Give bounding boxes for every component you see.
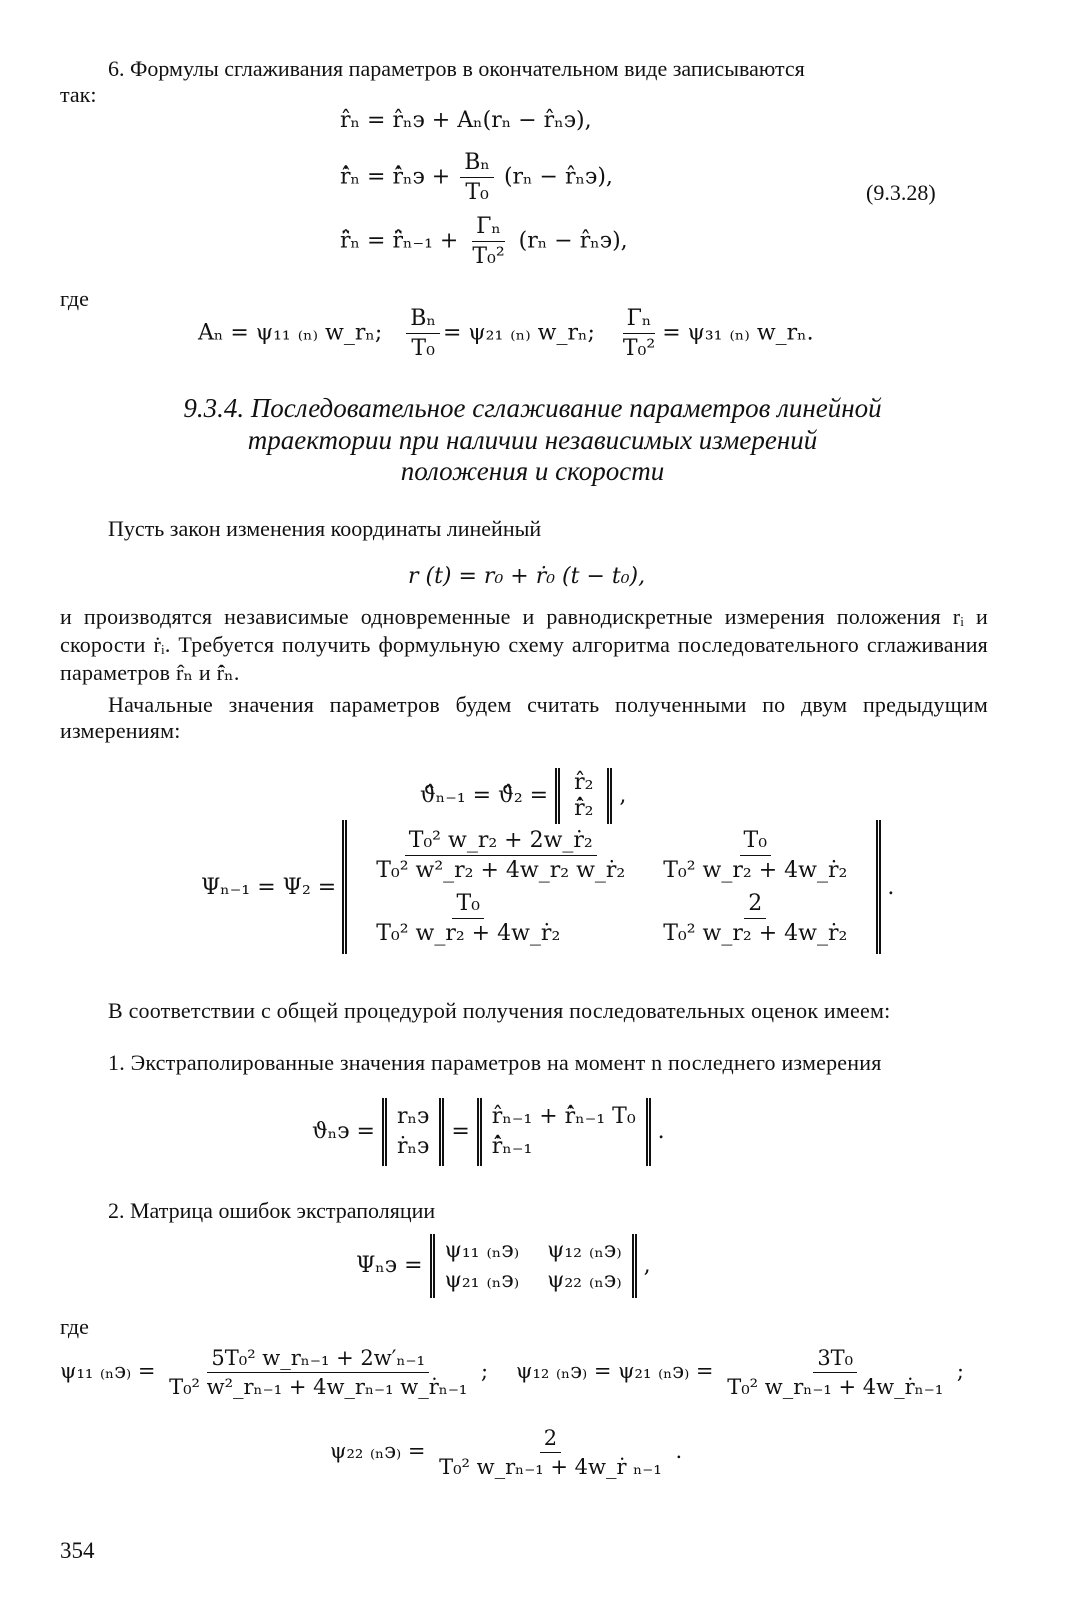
equation-initial-error-matrix: Ψₙ₋₁ = Ψ₂ = $\frac{\text{T₀² w\_r₂ + 2w\_ṙ₂}}{\text{T₀² w²\_r₂ + 4w\_r₂ w\_ṙ₂}}$ $\frac{\text{T₀}}{\text{T₀² w\_r₂ + 4w\_ṙ₂}}$ $\frac{\text{T₀}}{\text{T₀² w\_r₂ + 4w\_ṙ₂}}$ $\frac{2}{\text{T₀² w\_r₂ + 4w\_ṙ₂}}$ . [200,820,895,954]
page-number: 354 [60,1538,95,1563]
section-heading-line1: 9.3.4. Последовательное сглаживание параметров линейной [183,393,882,423]
section-heading-line2: траектории при наличии независимых измерений [247,425,818,455]
paragraph-error-matrix: 2. Матрица ошибок экстраполяции [108,1198,436,1223]
item6-intro-line2: так: [60,82,97,107]
equation-initial-state: ϑ̂ₙ₋₁ = ϑ̂₂ = r̂₂ r̂̇₂ , [420,768,626,824]
equation-psi11: ψ₁₁ ₍ₙэ₎ = $\frac{\text{5T₀² w\_rₙ₋₁ + 2w′ₙ₋₁}}{\text{T₀² w²\_rₙ₋₁ + 4w\_rₙ₋₁ w\_ṙₙ₋₁}}$ ; [60,1346,489,1399]
equation-linear-law: r (t) = r₀ + ṙ₀ (t − t₀), [408,564,646,589]
paragraph-procedure: В соответствии с общей процедурой получения последовательных оценок имеем: [108,998,891,1023]
where-label: где [60,286,89,311]
paragraph-extrapolated: 1. Экстраполированные значения параметров на момент n последнего измерения [108,1050,882,1075]
equation-smoothing-acceleration: r̂̈ₙ = r̂̈ₙ₋₁ + $\frac{\text{Γₙ}}{\text{T₀²}}$ (rₙ − r̂ₙэ), [340,214,628,269]
equation-psi22: ψ₂₂ ₍ₙэ₎ = $\frac{2}{\text{T₀² w\_rₙ₋₁ + 4w\_ṙ ₙ₋₁}}$ . [330,1426,683,1479]
item6-intro-line1: 6. Формулы сглаживания параметров в окончательном виде записываются [108,56,805,81]
paragraph-measurements: и производятся независимые одновременные и равнодискретные измерения положения rᵢ и скорости ṙᵢ. Требуется получить формульную схему алгоритма последовательного сглаживания параметров r̂ₙ и r̂̇ₙ. [60,604,988,685]
where-label-2: где [60,1314,89,1339]
equation-smoothing-velocity: r̂̇ₙ = r̂̇ₙэ + $\frac{\text{Bₙ}}{\text{T₀}}$ (rₙ − r̂ₙэ), [340,150,613,205]
equation-psi12: ψ₁₂ ₍ₙэ₎ = ψ₂₁ ₍ₙэ₎ = $\frac{\text{3T₀}}{\text{T₀² w\_rₙ₋₁ + 4w\_ṙₙ₋₁}}$ ; [516,1346,964,1399]
equation-smoothing-position: r̂ₙ = r̂ₙэ + Aₙ(rₙ − r̂ₙэ), [340,108,592,133]
paragraph-initial-values: Начальные значения параметров будем считать полученными по двум предыдущим измерениям: [60,692,988,743]
section-heading-line3: положения и скорости [400,456,665,486]
coefficient-definitions: Aₙ = ψ₁₁ ₍ₙ₎ w_rₙ; $\frac{\text{Bₙ}}{\text{T₀}}$ = ψ₂₁ ₍ₙ₎ w_rₙ; $\frac{\text{Γₙ}}{\text{T₀²}}$ = ψ₃₁ ₍ₙ₎ w_rₙ. [198,306,814,361]
equation-extrapolated-state: ϑₙэ = rₙэ ṙₙэ = r̂ₙ₋₁ + r̂̇ₙ₋₁ T₀ r̂̇ₙ₋₁ . [312,1098,665,1166]
paragraph-linear-law: Пусть закон изменения координаты линейный [108,516,542,541]
equation-number: (9.3.28) [866,180,936,205]
equation-extrapolation-error-matrix: Ψₙэ = ψ₁₁ ₍ₙэ₎ ψ₁₂ ₍ₙэ₎ ψ₂₁ ₍ₙэ₎ ψ₂₂ ₍ₙэ₎ , [356,1234,651,1298]
